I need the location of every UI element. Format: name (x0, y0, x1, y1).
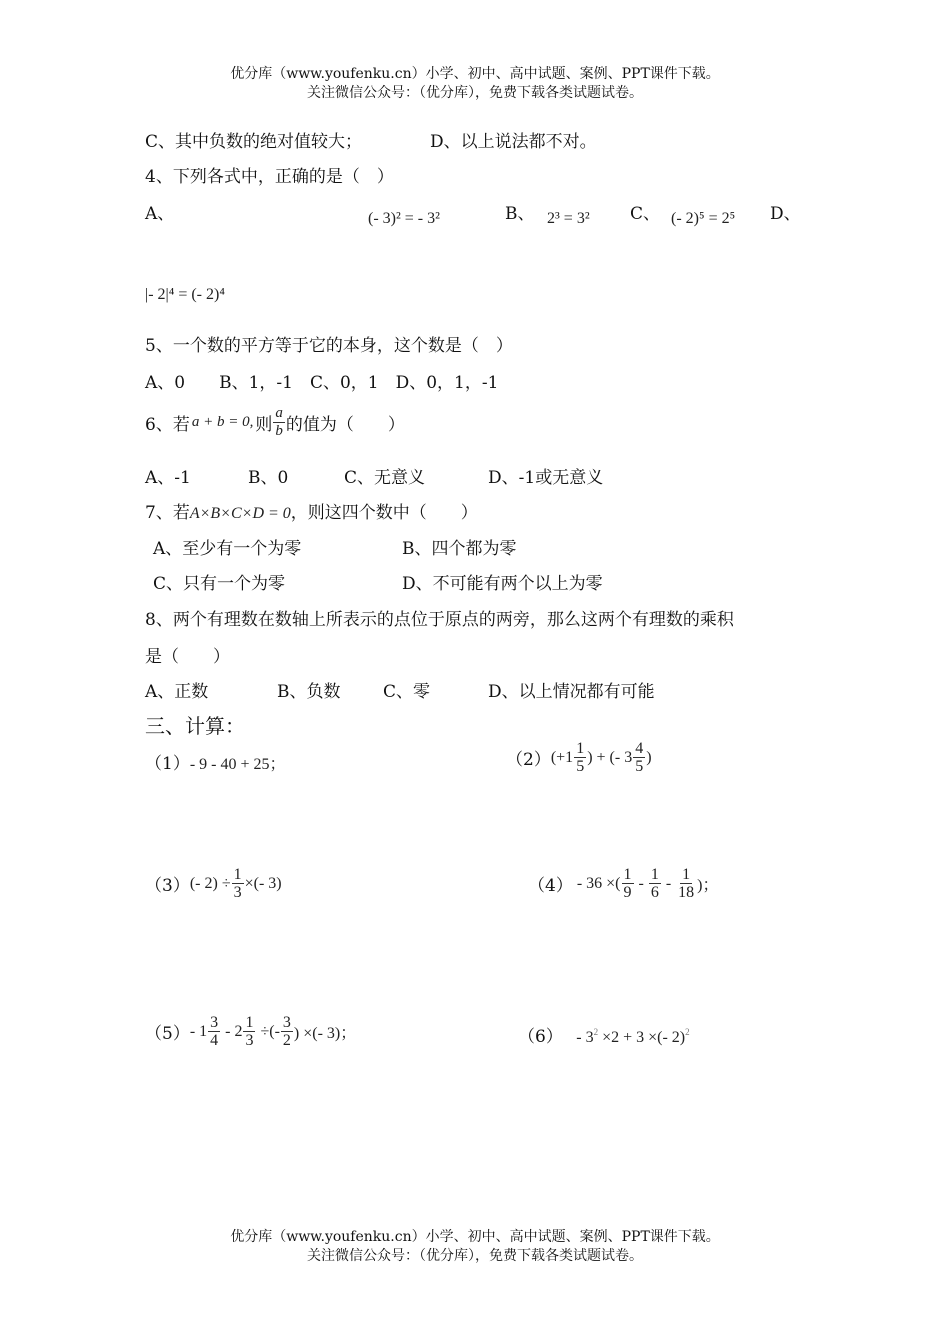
q6-stem-prefix: 6、若 (145, 415, 190, 435)
q4-option-c-math: (- 2)⁵ = 2⁵ (671, 210, 736, 227)
q7-option-b: B、四个都为零 (402, 539, 517, 559)
footer-line-1: 优分库（www.youfenku.cn）小学、初中、高中试题、案例、PPT课件下载。 (230, 1229, 720, 1245)
q6-condition: a + b = 0, (191, 414, 254, 430)
q4-option-d-math: |- 2|⁴ = (- 2)⁴ (145, 286, 225, 303)
q7-option-a: A、至少有一个为零 (153, 539, 302, 559)
q5-stem: 5、一个数的平方等于它的本身，这个数是（ ） (145, 336, 513, 356)
q4-option-d-label: D、 (770, 204, 801, 224)
problem-2: （2） (+1 $\frac{1}{5}$ ) + (- 3 $\frac{4}{5}$ ) (506, 740, 652, 775)
problem-4-label: （4） (528, 876, 573, 896)
q4-option-c-label: C、 (630, 204, 661, 224)
problem-1-math: - 9 - 40 + 25； (189, 756, 286, 773)
q7-stem-suffix: ，则这四个数中（ ） (290, 503, 478, 523)
q6-stem-suffix: 的值为（ ） (285, 415, 405, 435)
q6-option-c: C、无意义 (344, 468, 426, 488)
q3-option-c: C、其中负数的绝对值较大； (145, 132, 363, 152)
problem-1-label: （1） (145, 754, 190, 774)
q8-stem-line-2: 是（ ） (145, 647, 230, 667)
q6-stem (145, 405, 405, 440)
q8-option-a: A、正数 (145, 682, 209, 702)
footer-line-2: 关注微信公众号：（优分库），免费下载各类试题试卷。 (307, 1248, 643, 1264)
q4-option-a-math: (- 3)² = - 3² (368, 210, 440, 227)
problem-4: （4） - 36 ×( $\frac{1}{9}$ - $\frac{1}{6}$ - $\frac{1}{18}$ )； (528, 866, 719, 901)
q7-option-d: D、不可能有两个以上为零 (402, 574, 603, 594)
q6-fraction (273, 405, 285, 440)
q3-option-d: D、以上说法都不对。 (430, 132, 597, 152)
q6-fraction-numerator: a (275, 405, 283, 421)
problem-3-label: （3） (145, 876, 190, 896)
q7-stem (145, 498, 478, 523)
problem-6: $(6) - 3^2 \times 2 + 3$ ×(- 2)$^2$ (518, 1027, 690, 1047)
q6-option-b: B、0 (248, 468, 289, 488)
q4-option-b-math: 2³ = 3² (547, 210, 590, 227)
problem-5-label: （5） (145, 1024, 190, 1044)
q4-stem: 4、下列各式中，正确的是（ ） (145, 167, 394, 187)
q8-option-c: C、零 (383, 682, 431, 702)
q5-options: A、0 B、1，-1 C、0，1 D、0，1，-1 (145, 373, 499, 393)
header-line-2: 关注微信公众号：（优分库），免费下载各类试题试卷。 (307, 85, 643, 101)
q8-stem-line-1: 8、两个有理数在数轴上所表示的点位于原点的两旁，那么这两个有理数的乘积 (145, 610, 734, 630)
q8-option-d: D、以上情况都有可能 (488, 682, 655, 702)
problem-5: （5） - 1 $\frac{3}{4}$ - 2 $\frac{1}{3}$ ÷(- $\frac{3}{2}$ ) ×(- 3)； (145, 1014, 357, 1049)
q7-option-c: C、只有一个为零 (153, 574, 286, 594)
q6-option-a: A、-1 (145, 468, 191, 488)
problem-6-label: （6） (518, 1027, 563, 1047)
problem-1 (145, 749, 286, 774)
q6-option-d: D、-1或无意义 (488, 468, 604, 488)
q8-option-b: B、负数 (277, 682, 341, 702)
q7-stem-prefix: 7、若 (145, 503, 190, 523)
problem-3: （3） (- 2) ÷ $\frac{1}{3}$ ×(- 3) (145, 866, 282, 901)
q6-stem-mid: 则 (255, 415, 273, 435)
q4-option-a-label: A、 (145, 204, 175, 224)
header-line-1: 优分库（www.youfenku.cn）小学、初中、高中试题、案例、PPT课件下载。 (230, 66, 720, 82)
section-3-title: 三、计算： (145, 714, 245, 738)
q7-stem-math: A×B×C×D = 0 (189, 505, 291, 522)
q6-fraction-denominator: b (275, 423, 283, 439)
q4-option-b-label: B、 (505, 204, 535, 224)
problem-2-label: （2） (506, 750, 551, 770)
